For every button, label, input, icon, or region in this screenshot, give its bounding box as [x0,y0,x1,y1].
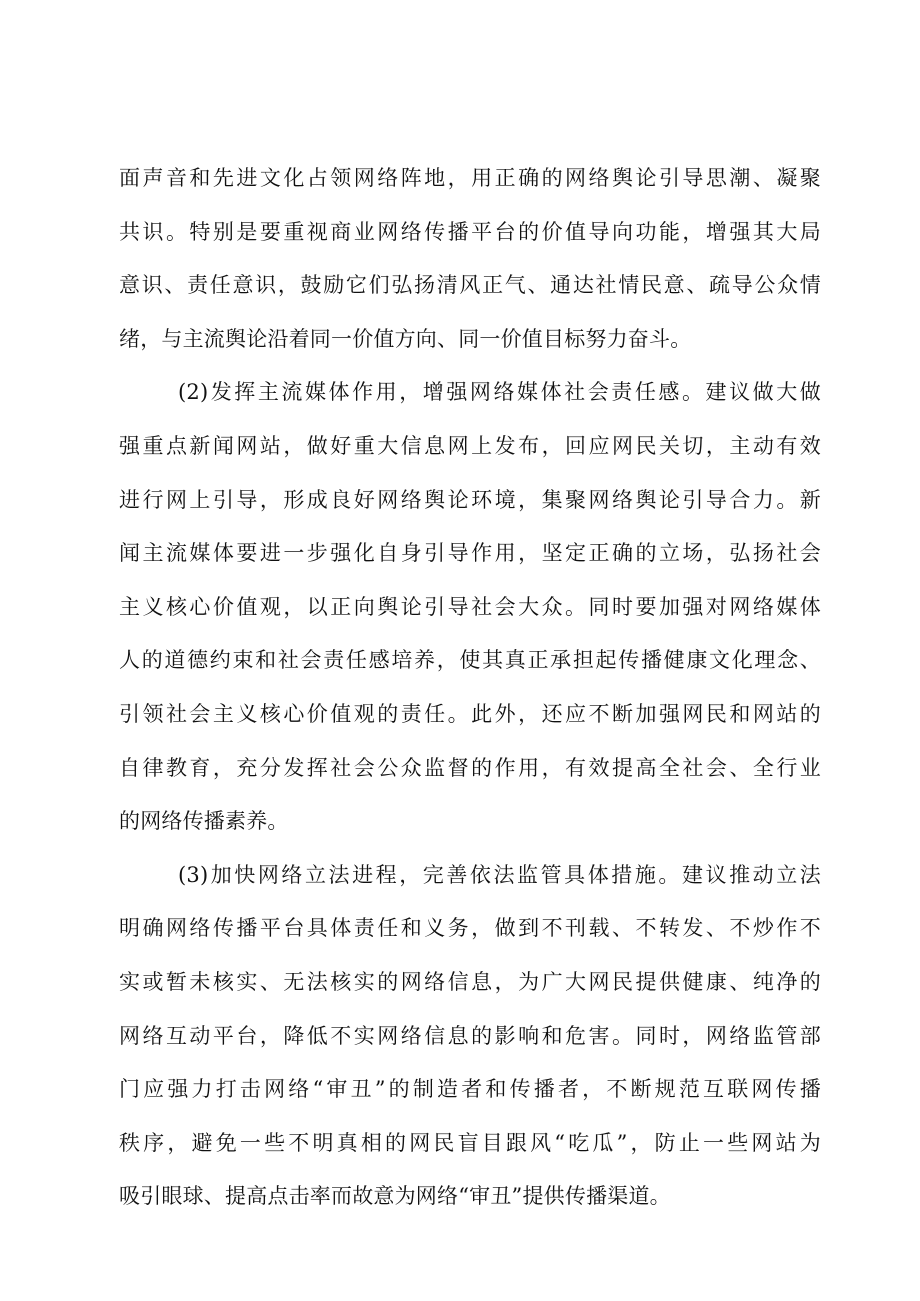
text-line: 绪，与主流舆论沿着同一价值方向、同一价值目标努力奋斗。 [119,326,692,351]
text-line: 主义核心价值观，以正向舆论引导社会大众。同时要加强对网络媒体 [119,594,821,619]
paragraph-1 [119,152,821,366]
text-line: 意识、责任意识，鼓励它们弘扬清风正气、通达社情民意、疏导公众情 [119,273,821,298]
text-line: 共识。特别是要重视商业网络传播平台的价值导向功能，增强其大局 [119,219,821,244]
text-line: 秩序，避免一些不明真相的网民盲目跟风“吃瓜”，防止一些网站为 [119,1130,821,1155]
text-line: 实或暂未核实、无法核实的网络信息，为广大网民提供健康、纯净的 [119,969,821,994]
text-line: 的网络传播素养。 [119,809,289,834]
text-line: 引领社会主义核心价值观的责任。此外，还应不断加强网民和网站的 [119,701,821,726]
paragraph-2 [119,366,821,848]
text-line: 闻主流媒体要进一步强化自身引导作用，坚定正确的立场，弘扬社会 [119,541,821,566]
text-line: 吸引眼球、提高点击率而故意为网络“审丑”提供传播渠道。 [119,1184,671,1209]
text-line: (2)发挥主流媒体作用，增强网络媒体社会责任感。建议做大做 [178,380,821,405]
text-line: 面声音和先进文化占领网络阵地，用正确的网络舆论引导思潮、凝聚 [119,166,821,190]
text-line: 门应强力打击网络“审丑”的制造者和传播者，不断规范互联网传播 [119,1077,821,1102]
body-text [119,152,821,1224]
text-line: 明确网络传播平台具体责任和义务，做到不刊载、不转发、不炒作不 [119,916,821,941]
text-line: 网络互动平台，降低不实网络信息的影响和危害。同时，网络监管部 [119,1023,821,1048]
paragraph-3 [119,849,821,1224]
text-line: (3)加快网络立法进程，完善依法监管具体措施。建议推动立法 [178,862,821,887]
text-line: 强重点新闻网站，做好重大信息网上发布，回应网民关切，主动有效 [119,433,821,458]
text-line: 人的道德约束和社会责任感培养，使其真正承担起传播健康文化理念、 [119,648,821,673]
text-line: 自律教育，充分发挥社会公众监督的作用，有效提高全社会、全行业 [119,755,821,780]
text-line: 进行网上引导，形成良好网络舆论环境，集聚网络舆论引导合力。新 [119,487,821,512]
